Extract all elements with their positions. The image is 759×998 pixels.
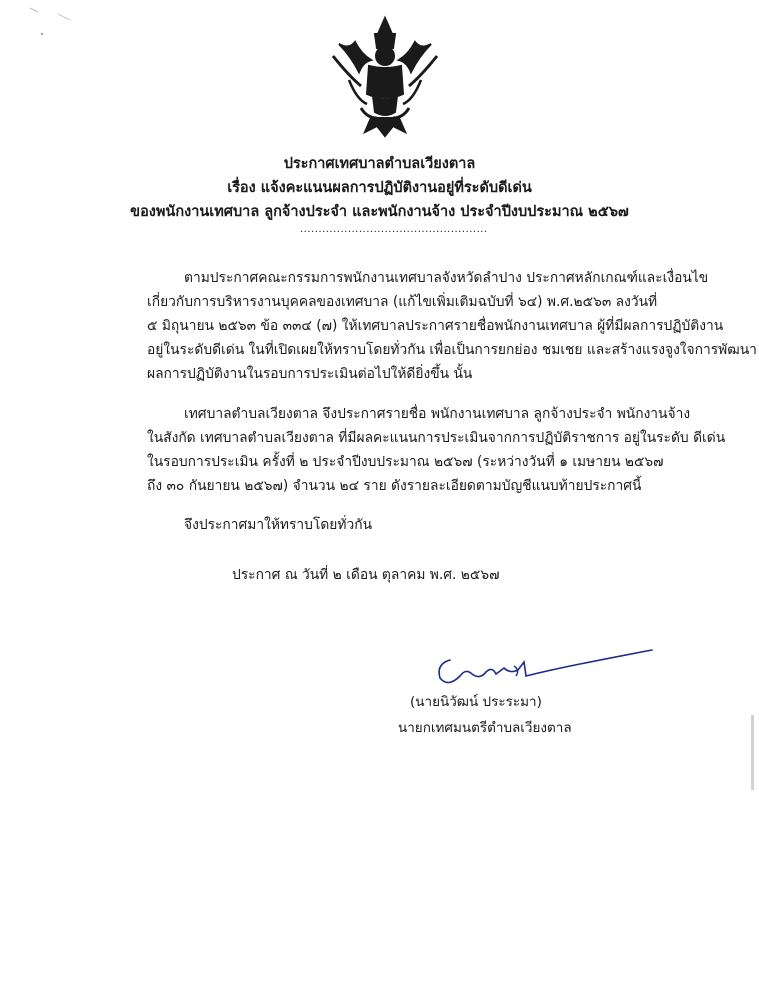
paragraph-1-line: ๕ มิถุนายน ๒๕๖๓ ข้อ ๓๓๔ (๗) ให้เทศบาลประกาศรายชื่อพนักงานเทศบาล ผู้ที่มีผลการปฏิบัติงาน bbox=[147, 318, 724, 334]
announcement-date: ประกาศ ณ วันที่ ๒ เดือน ตุลาคม พ.ศ. ๒๕๖๗ bbox=[232, 567, 500, 583]
signatory-title: นายกเทศมนตรีตำบลเวียงตาล bbox=[398, 720, 572, 736]
paragraph-2-line: ในรอบการประเมิน ครั้งที่ ๒ ประจำปีงบประมาณ ๒๕๖๗ (ระหว่างวันที่ ๑ เมษายน ๒๕๖๗ bbox=[147, 454, 664, 470]
paragraph-2-line: เทศบาลตำบลเวียงตาล จึงประกาศรายชื่อ พนักงานเทศบาล ลูกจ้างประจำ พนักงานจ้าง bbox=[184, 406, 691, 422]
scan-specks bbox=[28, 6, 88, 46]
handwritten-signature bbox=[430, 640, 660, 690]
title-separator: ................................................... bbox=[300, 224, 488, 235]
scan-edge-mark bbox=[751, 715, 754, 790]
closing-statement: จึงประกาศมาให้ทราบโดยทั่วกัน bbox=[184, 517, 373, 533]
paragraph-1-line: อยู่ในระดับดีเด่น ในที่เปิดเผยให้ทราบโดยทั่วกัน เพื่อเป็นการยกย่อง ชมเชย และสร้างแรงจูงใจการพัฒนา bbox=[147, 342, 757, 358]
paragraph-2-line: ในสังกัด เทศบาลตำบลเวียงตาล ที่มีผลคะแนนการประเมินจากการปฏิบัติราชการ อยู่ในระดับ ดีเด่น bbox=[147, 430, 726, 446]
paragraph-1-line: เกี่ยวกับการบริหารงานบุคคลของเทศบาล (แก้ไขเพิ่มเติมฉบับที่ ๖๔) พ.ศ.๒๕๖๓ ลงวันที่ bbox=[147, 294, 658, 310]
garuda-emblem-icon bbox=[331, 14, 439, 140]
announcement-subject: เรื่อง แจ้งคะแนนผลการปฏิบัติงานอยู่ที่ระดับดีเด่น bbox=[227, 180, 532, 196]
paragraph-1-line: ผลการปฏิบัติงานในรอบการประเมินต่อไปให้ดียิ่งขึ้น นั้น bbox=[147, 366, 473, 382]
paragraph-2-line: ถึง ๓๐ กันยายน ๒๕๖๗) จำนวน ๒๔ ราย ดังรายละเอียดตามบัญชีแนบท้ายประกาศนี้ bbox=[147, 478, 642, 494]
signatory-name: (นายนิวัฒน์ ประระมา) bbox=[410, 694, 542, 710]
announcement-scope: ของพนักงานเทศบาล ลูกจ้างประจำ และพนักงานจ้าง ประจำปีงบประมาณ ๒๕๖๗ bbox=[130, 204, 629, 220]
paragraph-1-line: ตามประกาศคณะกรรมการพนักงานเทศบาลจังหวัดลำปาง ประกาศหลักเกณฑ์และเงื่อนไข bbox=[184, 270, 709, 286]
announcement-title: ประกาศเทศบาลตำบลเวียงตาล bbox=[283, 156, 476, 172]
